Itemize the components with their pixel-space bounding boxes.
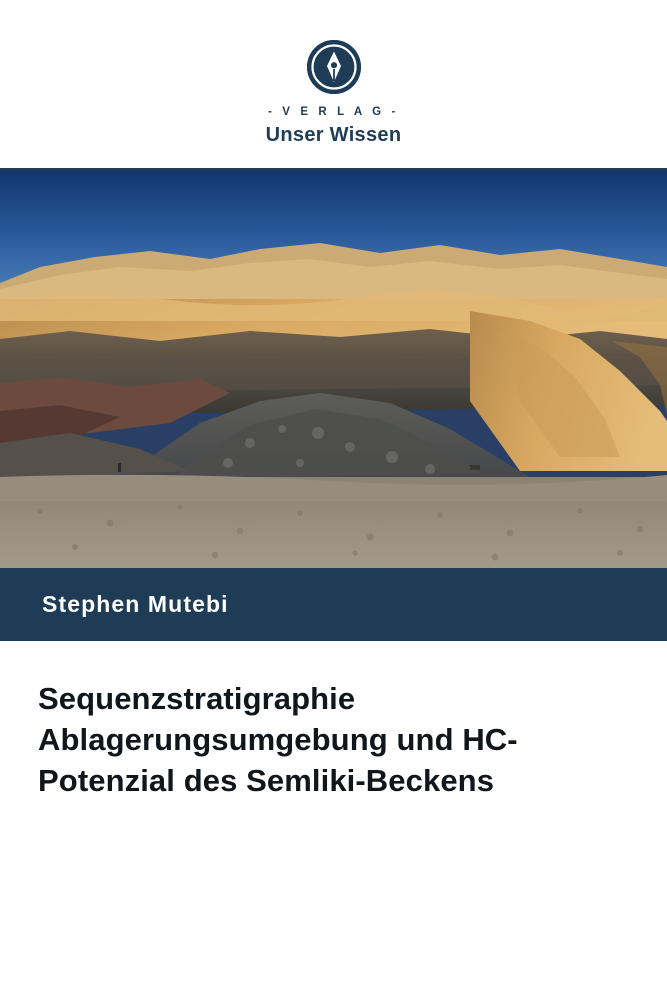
publisher-name: Unser Wissen <box>265 124 402 146</box>
author-band <box>0 571 667 638</box>
author-name: Stephen Mutebi <box>42 591 229 617</box>
title-area <box>0 641 667 802</box>
publisher-imprint-label: - V E R L A G - <box>268 106 399 118</box>
publisher-logo-icon <box>307 40 361 94</box>
page-title: Sequenzstratigraphie Ablagerungsumgebung und HC-Potenzial des Semliki-Beckens <box>38 681 518 799</box>
cover-photo <box>0 171 667 568</box>
publisher-header <box>0 0 667 168</box>
